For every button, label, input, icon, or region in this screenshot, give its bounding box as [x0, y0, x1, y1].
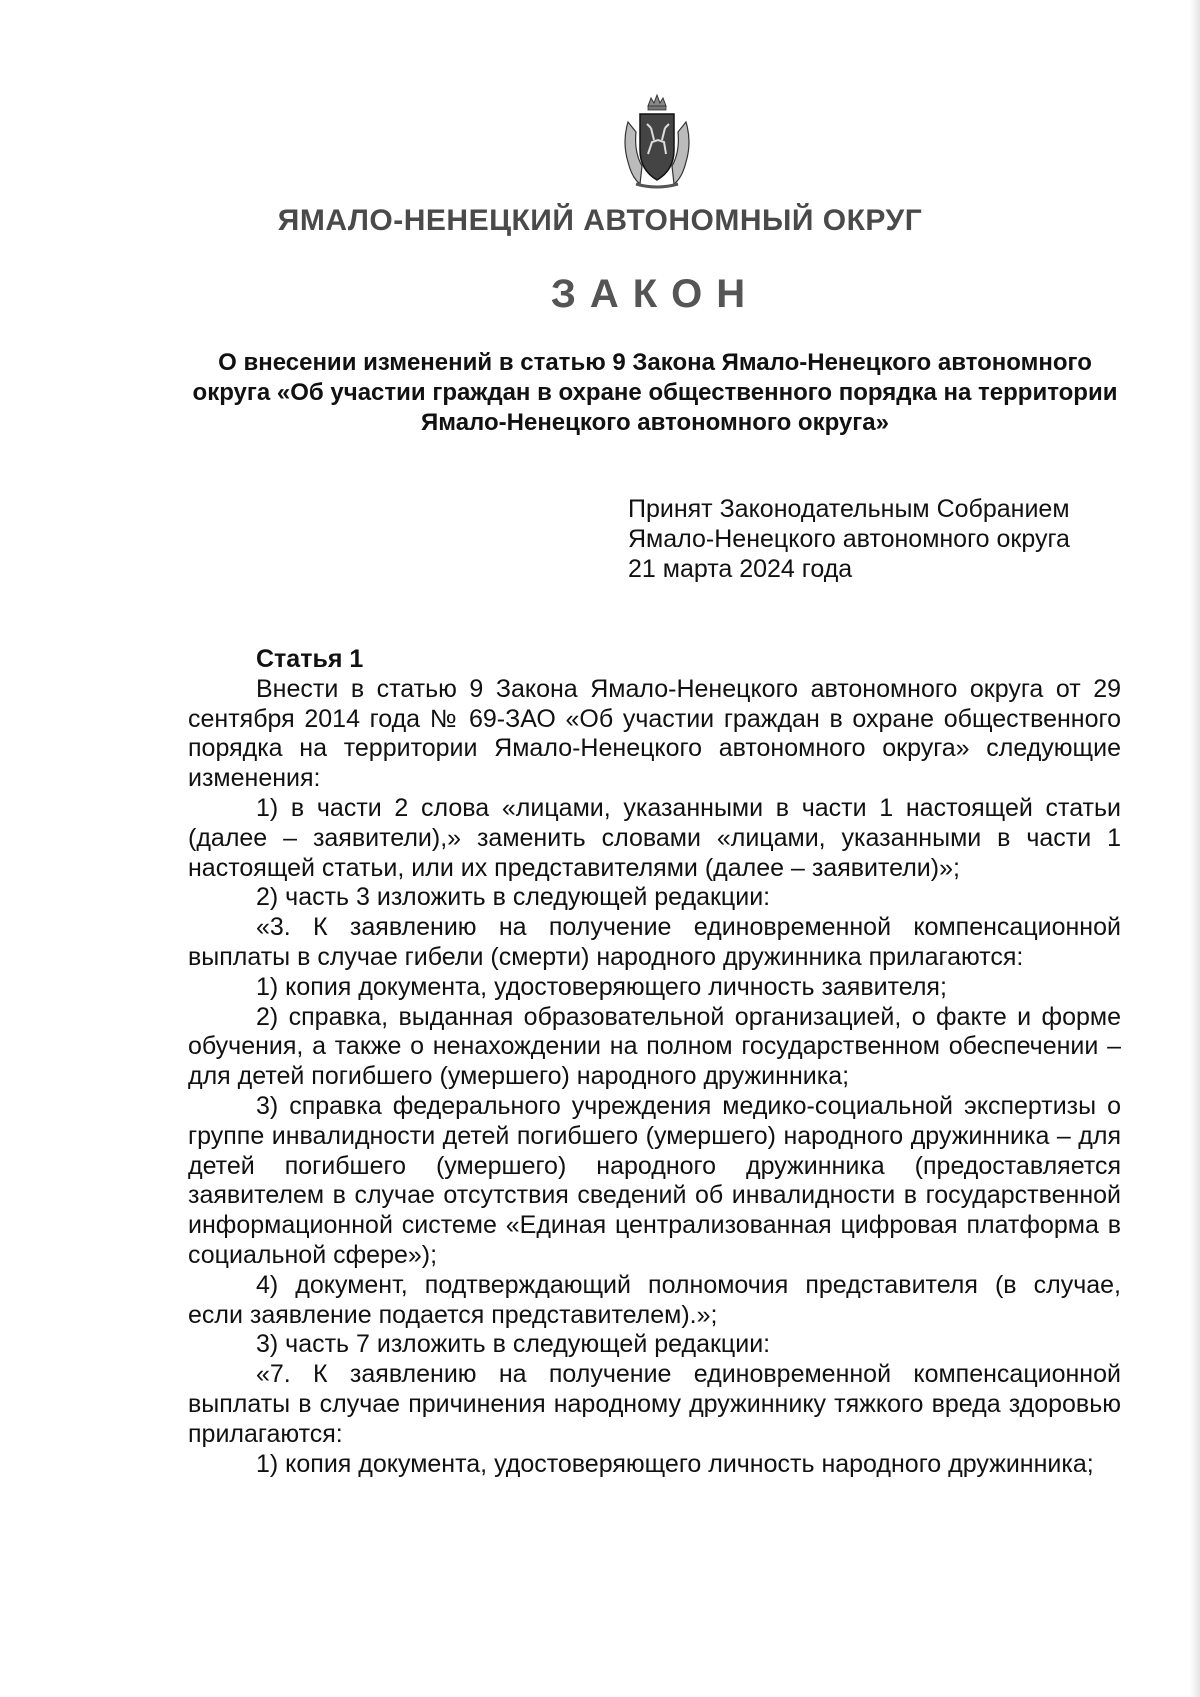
page-edge-shadow: [1190, 0, 1200, 1697]
law-subject: О внесении изменений в статью 9 Закона Ямало-Ненецкого автономного округа «Об участии граждан в охране общественного порядка на территории Ямало-Ненецкого автономного округа»: [192, 349, 1118, 436]
article-paragraph: 2) справка, выданная образовательной организацией, о факте и форме обучения, а также о ненахождении на полном государственном обеспечении – для детей погибшего (умершего) народного дружинника;: [188, 1002, 1121, 1091]
adoption-line: Ямало-Ненецкого автономного округа: [628, 525, 1070, 553]
article-paragraph: 3) часть 7 изложить в следующей редакции:: [256, 1330, 771, 1359]
region-title: ЯМАЛО-НЕНЕЦКИЙ АВТОНОМНЫЙ ОКРУГ: [277, 204, 923, 237]
article-paragraph: «3. К заявлению на получение единовременной компенсационной выплаты в случае гибели (смерти) народного дружинника прилагаются:: [188, 913, 1121, 971]
article-paragraph: 1) копия документа, удостоверяющего личность народного дружинника;: [256, 1449, 1094, 1478]
article-paragraph: 3) справка федерального учреждения медико-социальной экспертизы о группе инвалидности детей погибшего (умершего) народного дружинника – для детей погибшего (умершего) народного дружинника (предоставляется заявителем в случае отсутствия сведений об инвалидности в государственной информационной системе «Единая централизованная цифровая платформа в социальной сфере»);: [188, 1091, 1121, 1269]
adoption-block: [628, 494, 1070, 584]
article-paragraph: 4) документ, подтверждающий полномочия представителя (в случае, если заявление подается представителем).»;: [188, 1270, 1121, 1329]
article-paragraph: «7. К заявлению на получение единовременной компенсационной выплаты в случае причинения народному дружиннику тяжкого вреда здоровью прилагаются:: [188, 1360, 1121, 1448]
coat-of-arms-emblem: [618, 92, 696, 192]
article-paragraph: 1) в части 2 слова «лицами, указанными в части 1 настоящей статьи (далее – заявители),» заменить словами «лицами, указанными в части 1 настоящей статьи, или их представителями (далее – заявители)»;: [188, 793, 1121, 882]
article-paragraph: 2) часть 3 изложить в следующей редакции:: [256, 883, 771, 912]
article-paragraph: Внести в статью 9 Закона Ямало-Ненецкого автономного округа от 29 сентября 2014 года № 69-ЗАО «Об участии граждан в охране общественного порядка на территории Ямало-Ненецкого автономного округа» следующие изменения:: [188, 674, 1121, 793]
law-title: ЗАКОН: [550, 272, 760, 316]
article-paragraph: 1) копия документа, удостоверяющего личность заявителя;: [256, 972, 947, 1001]
adoption-line: Принят Законодательным Собранием: [628, 495, 1070, 523]
adoption-date: 21 марта 2024 года: [628, 555, 853, 583]
article-heading: Статья 1: [256, 645, 364, 673]
article-1: [188, 645, 1121, 1479]
